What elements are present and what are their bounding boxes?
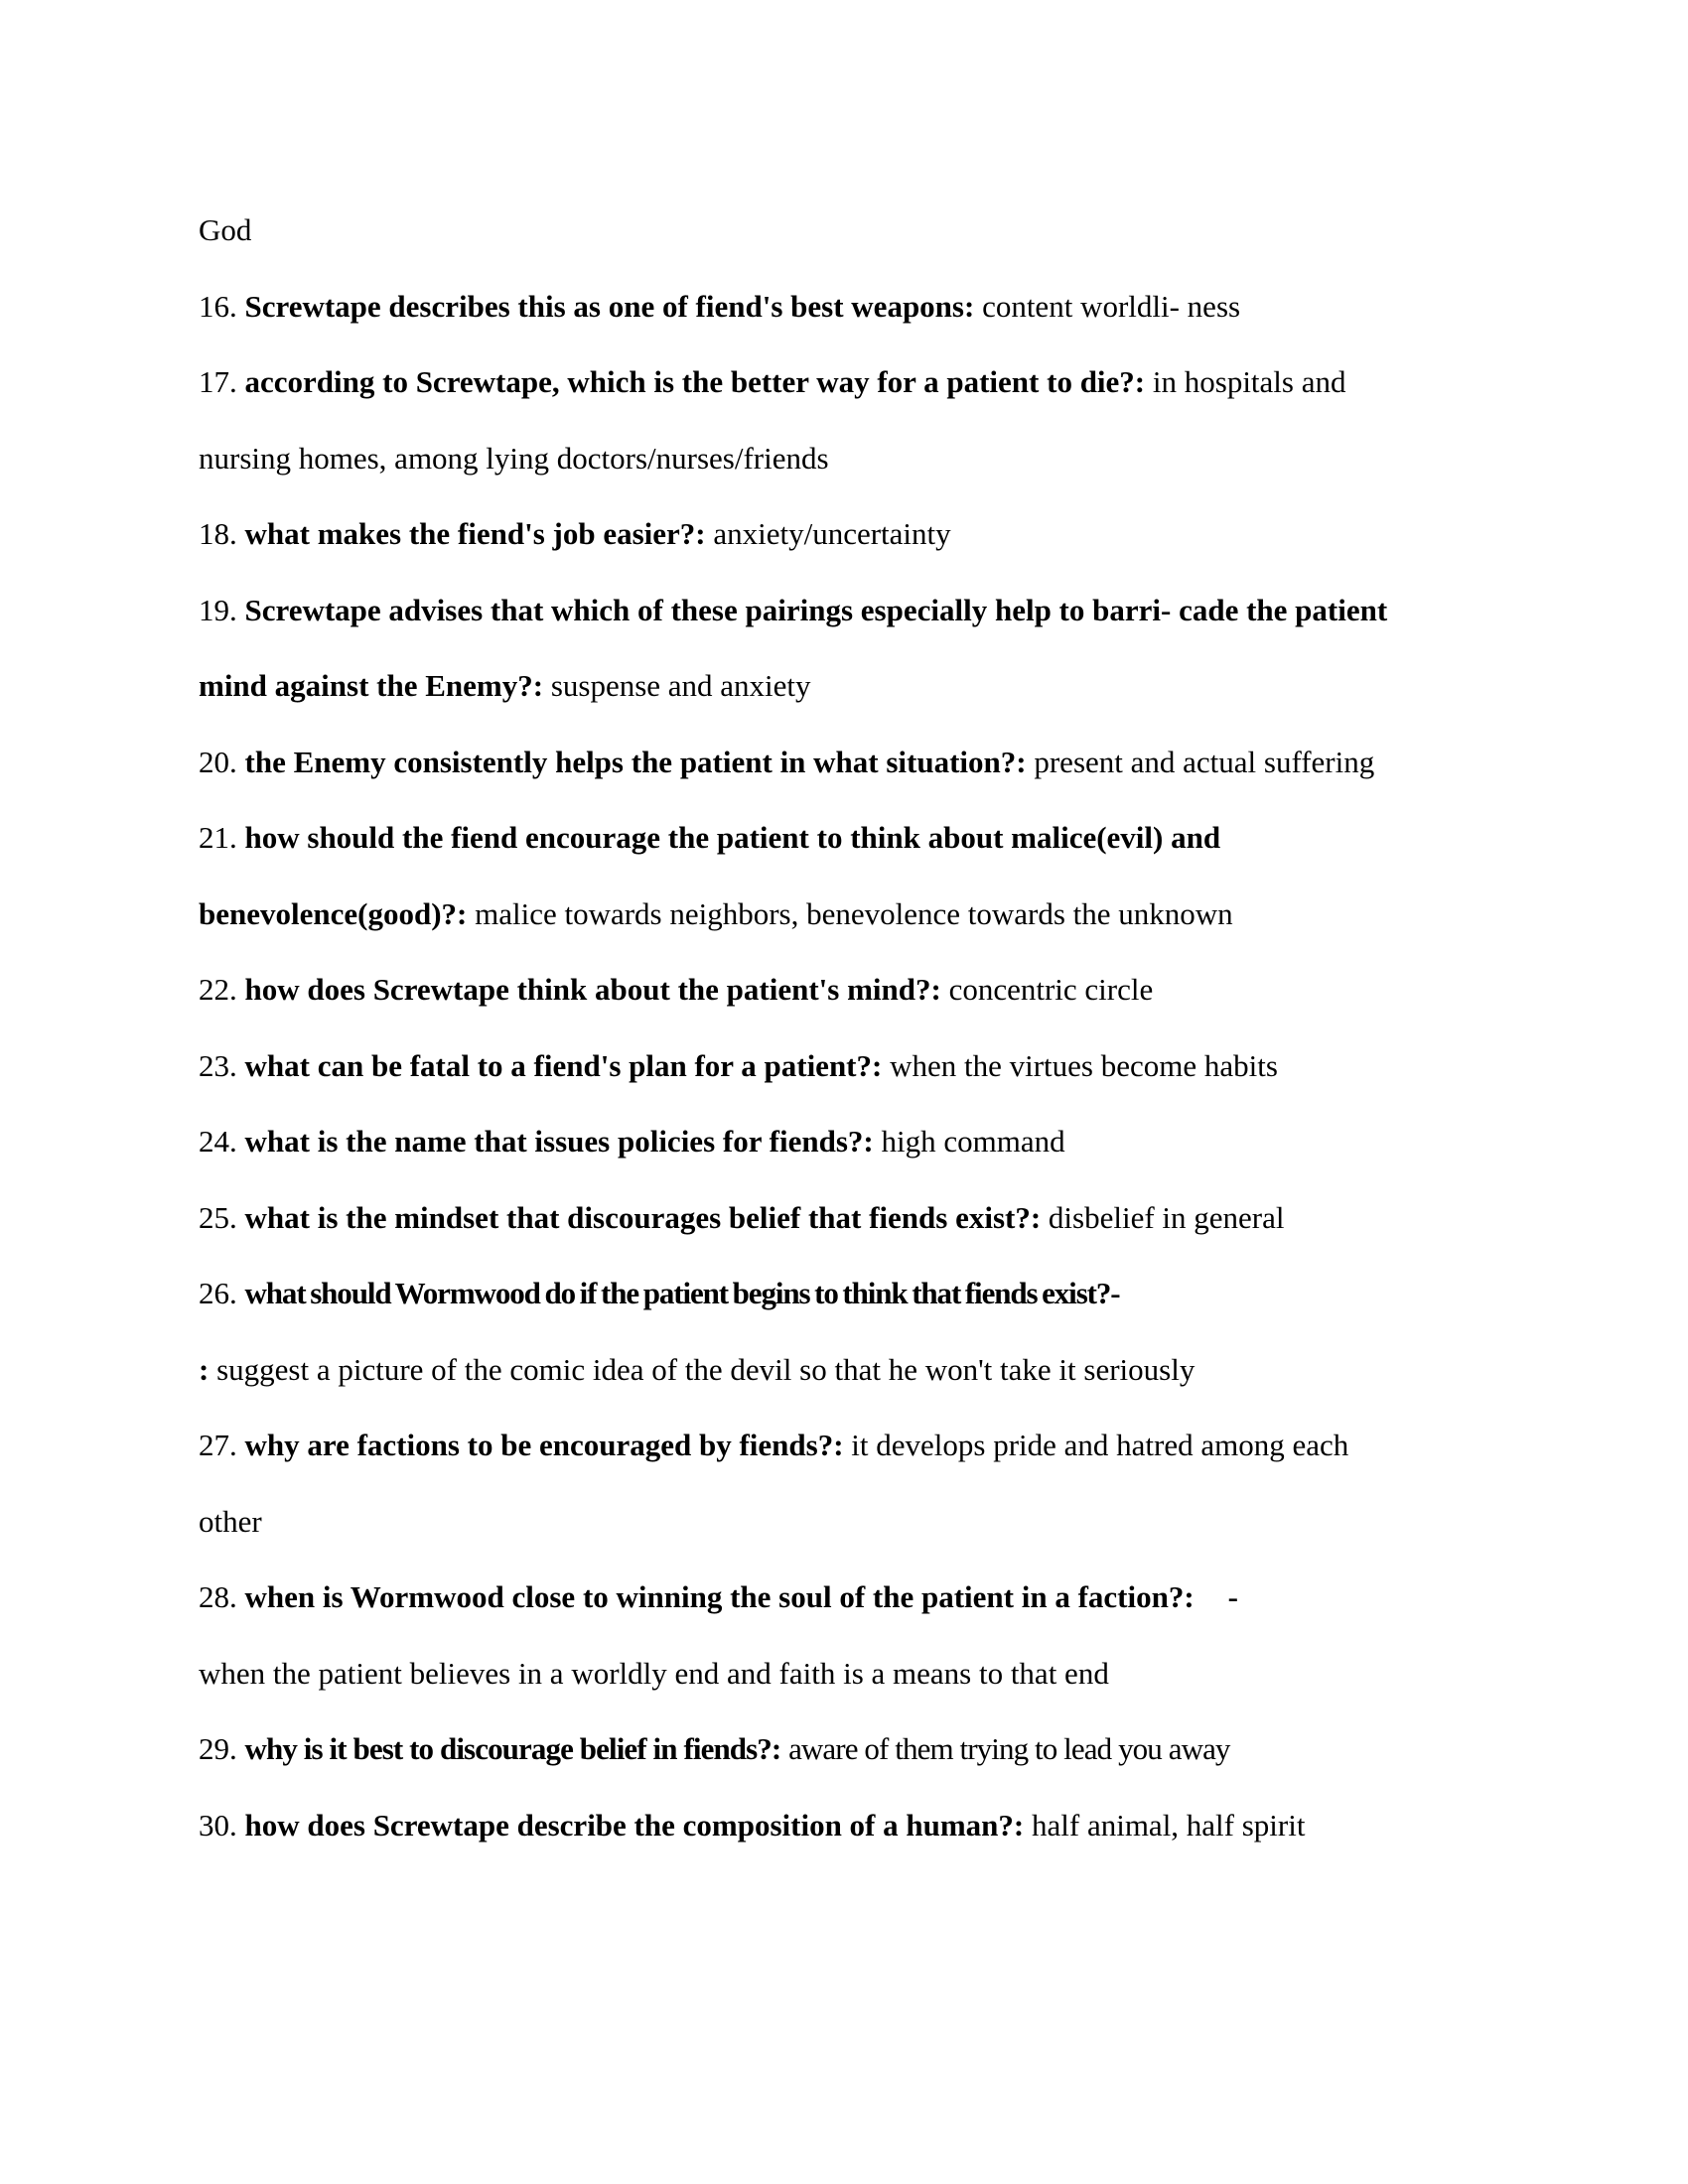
qa-item-28: [199, 1560, 1489, 1636]
item-number: 20.: [199, 744, 237, 779]
item-number: 25.: [199, 1199, 237, 1235]
answer-text: half animal, half spirit: [1032, 1807, 1306, 1843]
qa-item-19-continuation: [199, 648, 1489, 725]
qa-item-24: [199, 1104, 1489, 1180]
question-text: how does Screwtape describe the composition of a human?:: [244, 1807, 1025, 1843]
answer-text: when the patient believes in a worldly end and faith is a means to that end: [199, 1655, 1109, 1691]
qa-item-25: [199, 1180, 1489, 1257]
answer-text: malice towards neighbors, benevolence towards the unknown: [475, 895, 1233, 931]
qa-item-19: [199, 573, 1489, 649]
qa-item-27-continuation: [199, 1484, 1489, 1561]
item-number: 28.: [199, 1579, 237, 1614]
question-text-continued: :: [199, 1351, 210, 1387]
qa-item-18: [199, 496, 1489, 573]
question-text: what should Wormwood do if the patient begins to think that fiends exist?-: [244, 1276, 1120, 1310]
item-number: 21.: [199, 820, 237, 855]
qa-item-29: [199, 1711, 1489, 1788]
question-text: how should the fiend encourage the patient to think about malice(evil) and: [244, 820, 1221, 855]
answer-text: suspense and anxiety: [550, 668, 811, 703]
question-text: Screwtape describes this as one of fiend's best weapons:: [244, 288, 975, 324]
question-text: why are factions to be encouraged by fiends?:: [244, 1428, 844, 1462]
qa-item-20: [199, 725, 1489, 801]
question-text-continued: mind against the Enemy?:: [199, 668, 544, 703]
answer-text: aware of them trying to lead you away: [788, 1731, 1230, 1766]
qa-item-22: [199, 952, 1489, 1028]
qa-item-16: [199, 269, 1489, 345]
answer-text: suggest a picture of the comic idea of the devil so that he won't take it seriously: [216, 1351, 1196, 1387]
qa-item-21-continuation: [199, 877, 1489, 953]
item-number: 18.: [199, 516, 237, 551]
item-number: 17.: [199, 364, 237, 399]
item-number: 27.: [199, 1428, 237, 1462]
question-text: when is Wormwood close to winning the soul of the patient in a faction?:: [244, 1579, 1195, 1614]
answer-text: concentric circle: [948, 972, 1154, 1007]
question-text: the Enemy consistently helps the patient in what situation?:: [244, 744, 1027, 779]
answer-text: it develops pride and hatred among each: [851, 1428, 1349, 1462]
question-text: according to Screwtape, which is the better way for a patient to die?:: [244, 364, 1146, 399]
qa-item-26: [199, 1256, 1489, 1332]
answer-text: when the virtues become habits: [890, 1047, 1278, 1083]
item-number: 30.: [199, 1807, 237, 1843]
question-text: why is it best to discourage belief in fiends?:: [244, 1731, 781, 1766]
document-page: [199, 193, 1489, 1863]
question-text: what is the mindset that discourages belief that fiends exist?:: [244, 1199, 1042, 1235]
qa-item-27: [199, 1408, 1489, 1484]
answer-text-continued: nursing homes, among lying doctors/nurses/friends: [199, 440, 829, 476]
answer-text: disbelief in general: [1048, 1199, 1285, 1235]
lead-word: God: [199, 212, 252, 247]
qa-item-21: [199, 800, 1489, 877]
lead-text: [199, 193, 1489, 269]
item-number: 22.: [199, 972, 237, 1007]
qa-item-30: [199, 1788, 1489, 1864]
question-dash: -: [1227, 1579, 1238, 1614]
question-text: what makes the fiend's job easier?:: [244, 516, 706, 551]
item-number: 19.: [199, 592, 237, 627]
answer-text: in hospitals and: [1152, 364, 1346, 399]
answer-text-continued: other: [199, 1503, 262, 1539]
qa-item-17-continuation: [199, 421, 1489, 497]
qa-item-17: [199, 344, 1489, 421]
answer-text: content worldli- ness: [982, 288, 1241, 324]
qa-item-23: [199, 1028, 1489, 1105]
item-number: 23.: [199, 1047, 237, 1083]
answer-text: high command: [881, 1124, 1065, 1159]
question-text: what can be fatal to a fiend's plan for a patient?:: [244, 1047, 883, 1083]
question-text: Screwtape advises that which of these pairings especially help to barri- cade the patient: [244, 592, 1388, 627]
question-text: what is the name that issues policies for fiends?:: [244, 1124, 874, 1159]
item-number: 24.: [199, 1124, 237, 1159]
question-text-continued: benevolence(good)?:: [199, 895, 468, 931]
answer-text: present and actual suffering: [1034, 744, 1375, 779]
question-text: how does Screwtape think about the patient's mind?:: [244, 972, 941, 1007]
qa-item-28-continuation: [199, 1636, 1489, 1712]
item-number: 16.: [199, 288, 237, 324]
item-number: 29.: [199, 1731, 237, 1766]
answer-text: anxiety/uncertainty: [713, 516, 951, 551]
qa-item-26-continuation: [199, 1332, 1489, 1409]
item-number: 26.: [199, 1276, 237, 1310]
